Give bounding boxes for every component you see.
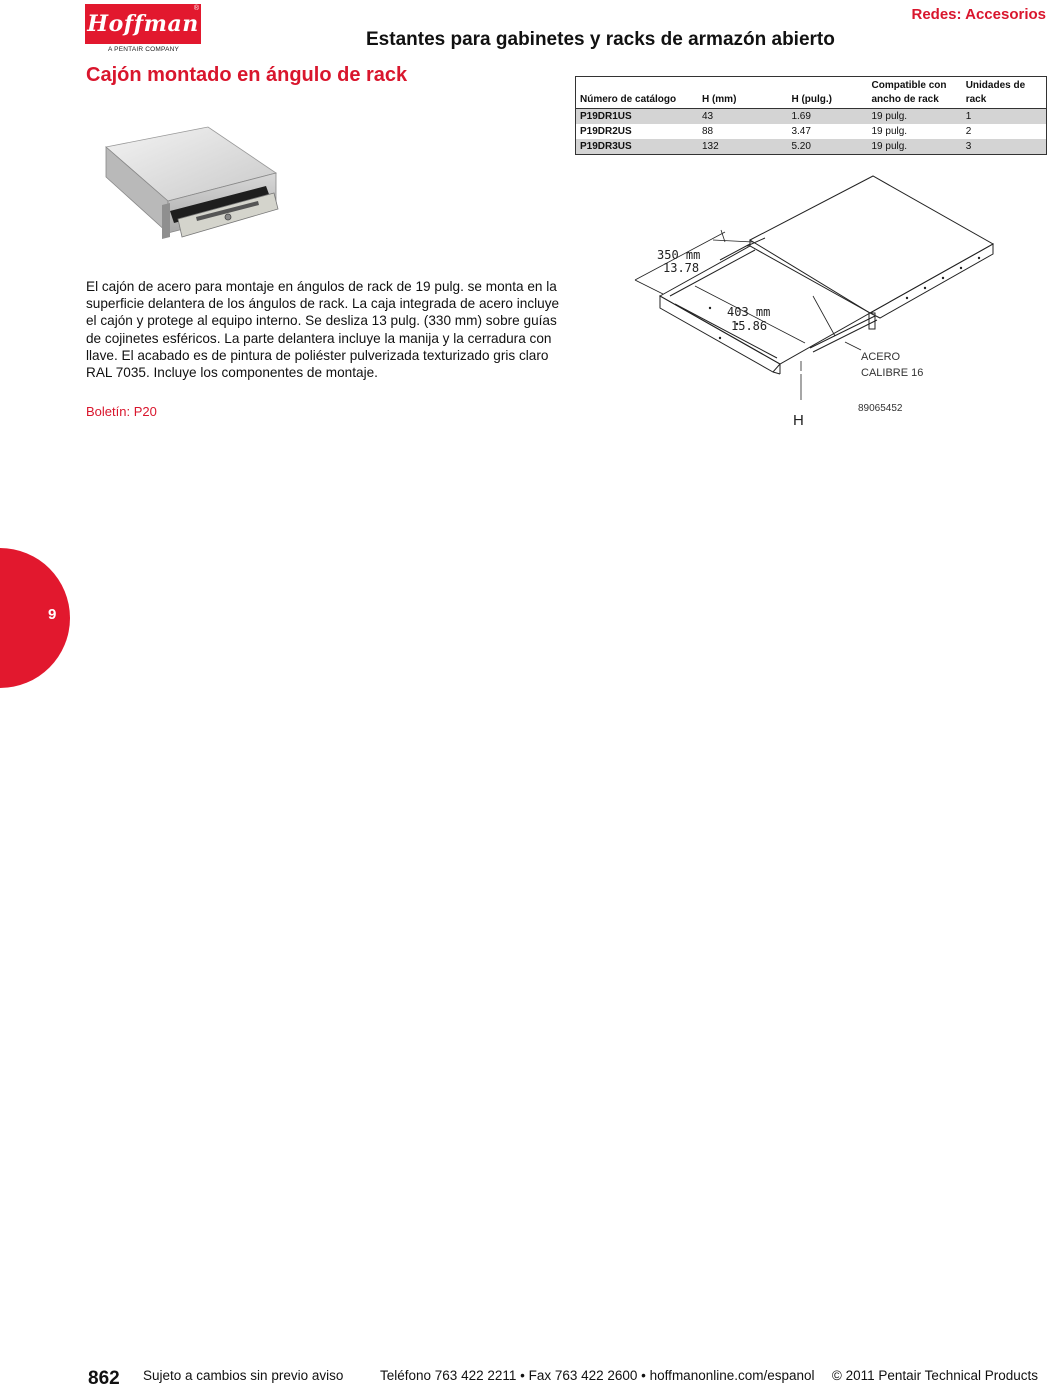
hoffman-logo xyxy=(85,4,201,44)
col-rack-units: Unidades de rack xyxy=(962,77,1047,109)
chapter-tab xyxy=(0,548,70,688)
cell-rack-units: 3 xyxy=(962,139,1047,155)
registered-mark: ® xyxy=(193,5,199,12)
material-label-2: CALIBRE 16 xyxy=(861,367,924,379)
cell-rack-width: 19 pulg. xyxy=(868,109,962,125)
product-title: Cajón montado en ángulo de rack xyxy=(86,64,408,86)
footer-copyright: © 2011 Pentair Technical Products xyxy=(831,1368,1038,1383)
footer-contact: Teléfono 763 422 2211 • Fax 763 422 2600 • hoffmanonline.com/espanol xyxy=(380,1368,815,1383)
table-row xyxy=(576,139,1047,155)
cell-h-mm: 132 xyxy=(698,139,787,155)
product-description: El cajón de acero para montaje en ángulos de rack de 19 pulg. se monta en la superficie delantera de los ángulos de rack. La caja integrada de acero incluye el cajón y protege al equipo interno. Se desliza 13 pulg. (330 mm) sobre guías de cojinetes esféricos. La parte delantera incluye la manija y la cerradura con llave. El acabado es de pintura de poliéster pulverizada texturizado gris claro RAL 7035. Incluye los componentes de montaje. xyxy=(86,279,560,381)
cell-h-in: 5.20 xyxy=(787,139,867,155)
col-catalog: Número de catálogo xyxy=(576,77,698,109)
col-h-in: H (pulg.) xyxy=(787,77,867,109)
catalog-number: P19DR3US xyxy=(576,139,698,155)
dimension-travel-mm: 403 mm xyxy=(727,305,771,319)
dimension-depth-mm: 350 mm xyxy=(657,248,701,262)
logo-subtitle: A PENTAIR COMPANY xyxy=(108,46,180,53)
material-label-1: ACERO xyxy=(861,351,901,363)
col-rack-width: Compatible con ancho de rack xyxy=(868,77,962,109)
spec-table xyxy=(575,76,1047,155)
cell-rack-units: 1 xyxy=(962,109,1047,125)
table-row xyxy=(576,124,1047,139)
cell-h-mm: 43 xyxy=(698,109,787,125)
catalog-number: P19DR1US xyxy=(576,109,698,125)
col-h-mm: H (mm) xyxy=(698,77,787,109)
chapter-number: 9 xyxy=(48,606,57,623)
bulletin-link[interactable]: Boletín: P20 xyxy=(86,404,157,419)
cell-h-in: 3.47 xyxy=(791,126,811,137)
spec-table-header xyxy=(576,77,1047,109)
page-number: 862 xyxy=(88,1368,120,1389)
drawing-number: 89065452 xyxy=(858,403,903,414)
page-heading: Estantes para gabinetes y racks de armazón abierto xyxy=(366,29,835,50)
cell-rack-units: 2 xyxy=(965,126,972,137)
dimension-depth-in: 13.78 xyxy=(663,261,700,275)
technical-drawing xyxy=(625,168,1005,433)
cell-h-mm: 88 xyxy=(701,126,714,137)
footer-notice: Sujeto a cambios sin previo aviso xyxy=(143,1368,344,1383)
cell-rack-width: 19 pulg. xyxy=(871,126,908,137)
cell-rack-width: 19 pulg. xyxy=(868,139,962,155)
table-row xyxy=(576,109,1047,125)
height-label: H xyxy=(793,412,804,429)
dimension-travel-in: 15.86 xyxy=(731,319,768,333)
drawer-photo xyxy=(88,105,288,265)
catalog-number: P19DR2US xyxy=(580,126,632,137)
logo-text: Hoffman xyxy=(87,11,199,37)
section-label: Redes: Accesorios xyxy=(911,6,1046,23)
cell-h-in: 1.69 xyxy=(787,109,867,125)
